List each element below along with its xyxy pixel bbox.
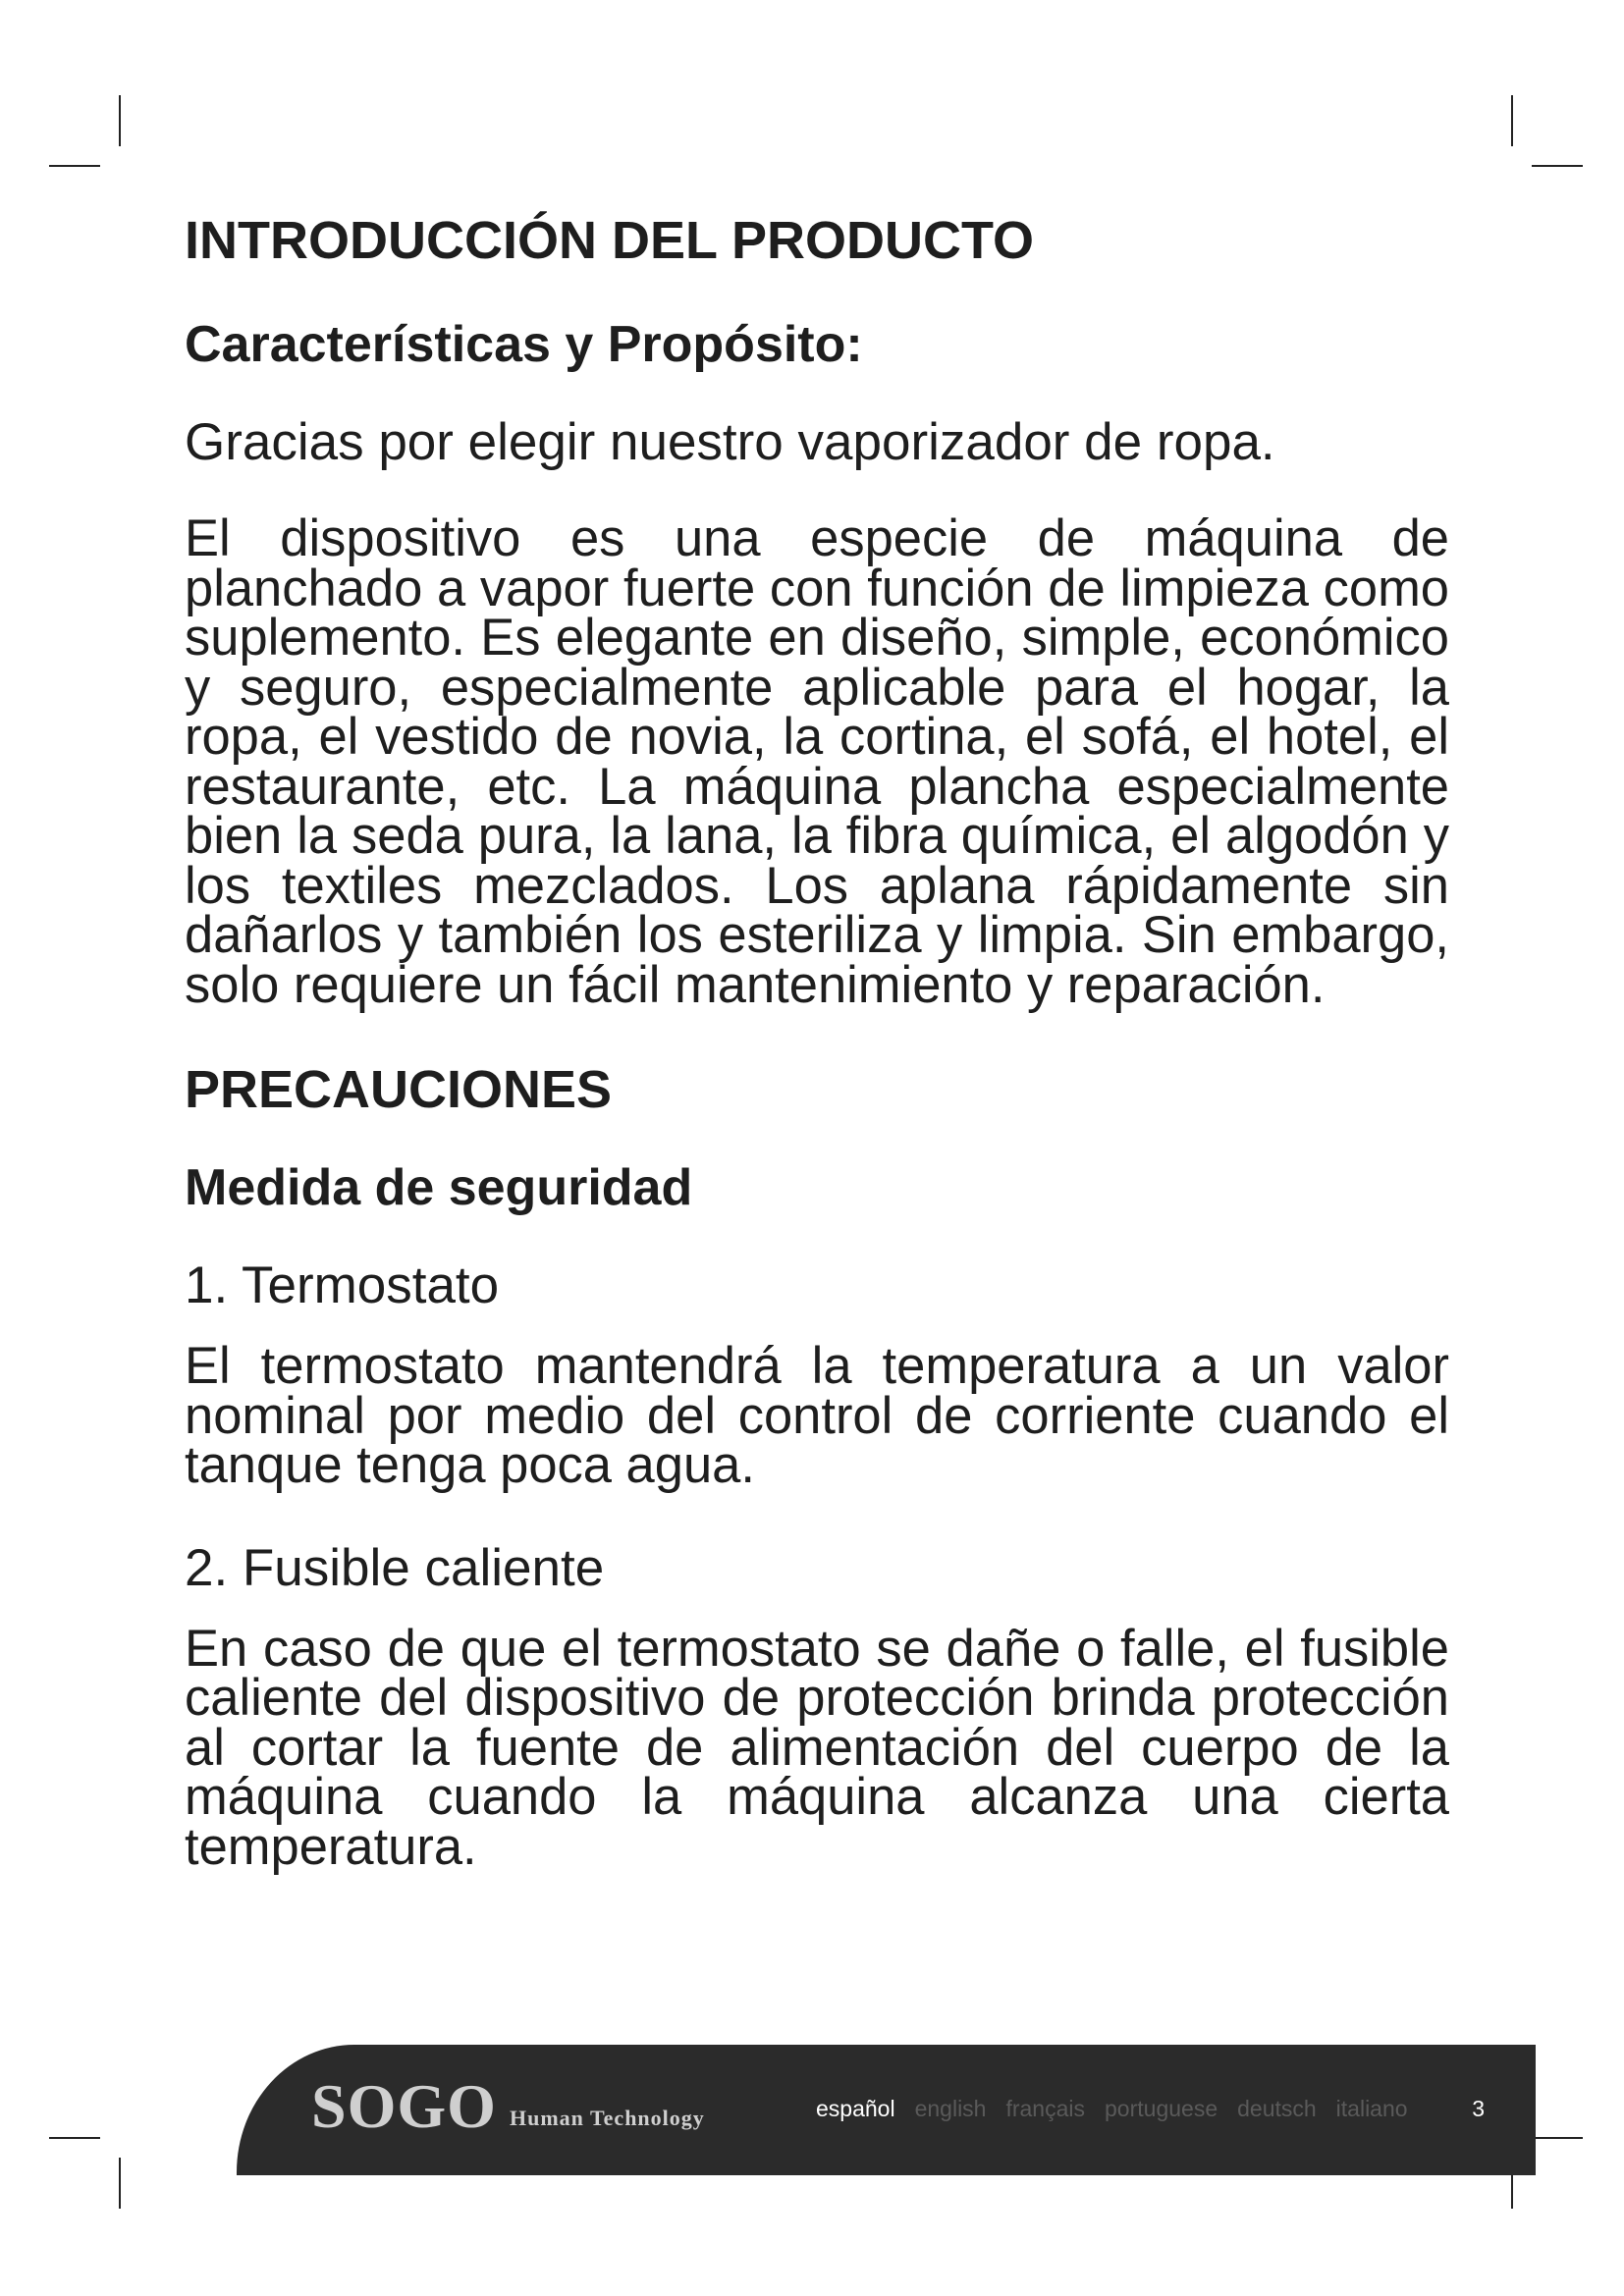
features-heading: Características y Propósito: xyxy=(185,316,863,373)
footer-bar xyxy=(237,2045,1536,2175)
crop-mark-bottom-left-h xyxy=(49,2137,100,2139)
lang-deutsch[interactable]: deutsch xyxy=(1237,2096,1317,2121)
page-title: INTRODUCCIÓN DEL PRODUCTO xyxy=(185,211,1035,270)
crop-mark-top-left-v xyxy=(119,95,121,146)
lang-espanol[interactable]: español xyxy=(816,2096,895,2121)
item-title-thermostat: 1. Termostato xyxy=(185,1256,500,1314)
crop-mark-top-right-h xyxy=(1532,165,1583,167)
brand-tagline: Human Technology xyxy=(510,2106,705,2130)
thanks-paragraph: Gracias por elegir nuestro vaporizador de ropa. xyxy=(185,413,1275,471)
safety-heading: Medida de seguridad xyxy=(185,1159,693,1216)
lang-italiano[interactable]: italiano xyxy=(1335,2096,1408,2121)
crop-mark-top-left-h xyxy=(49,165,100,167)
lang-francais[interactable]: français xyxy=(1005,2096,1086,2121)
brand-logo: SOGO xyxy=(311,2071,497,2141)
page-number: 3 xyxy=(1472,2096,1485,2121)
page-content xyxy=(185,206,1449,1917)
lang-portuguese[interactable]: portuguese xyxy=(1105,2096,1218,2121)
crop-mark-top-right-v xyxy=(1511,95,1513,146)
description-paragraph: El dispositivo es una especie de máquina de planchado a vapor fuerte con función de limpieza como suplemento. Es elegante en diseño, simple, económico y seguro, especialmente aplicable para el hogar, la ropa, el vestido de novia, la cortina, el sofá, el hotel, el restaurante, etc. La máquina plancha especialmente bien la seda pura, la lana, la fibra química, el algodón y los textiles mezclados. Los aplana rápidamente sin dañarlos y también los esteriliza y limpia. Sin embargo, solo requiere un fácil mantenimiento y reparación. xyxy=(185,509,1449,1014)
crop-mark-bottom-right-h xyxy=(1532,2137,1583,2139)
precautions-heading: PRECAUCIONES xyxy=(185,1060,613,1119)
item-text-fuse: En caso de que el termostato se dañe o falle, el fusible caliente del dispositivo de protección brinda protección al cortar la fuente de alimentación del cuerpo de la máquina cuando la máquina alcanza una cierta temperatura. xyxy=(185,1619,1449,1876)
crop-mark-bottom-left-v xyxy=(119,2158,121,2209)
item-text-thermostat: El termostato mantendrá la temperatura a un valor nominal por medio del control de corriente cuando el tanque tenga poca agua. xyxy=(185,1337,1449,1494)
lang-english[interactable]: english xyxy=(914,2096,987,2121)
item-title-fuse: 2. Fusible caliente xyxy=(185,1538,605,1597)
language-nav xyxy=(816,2096,1408,2122)
